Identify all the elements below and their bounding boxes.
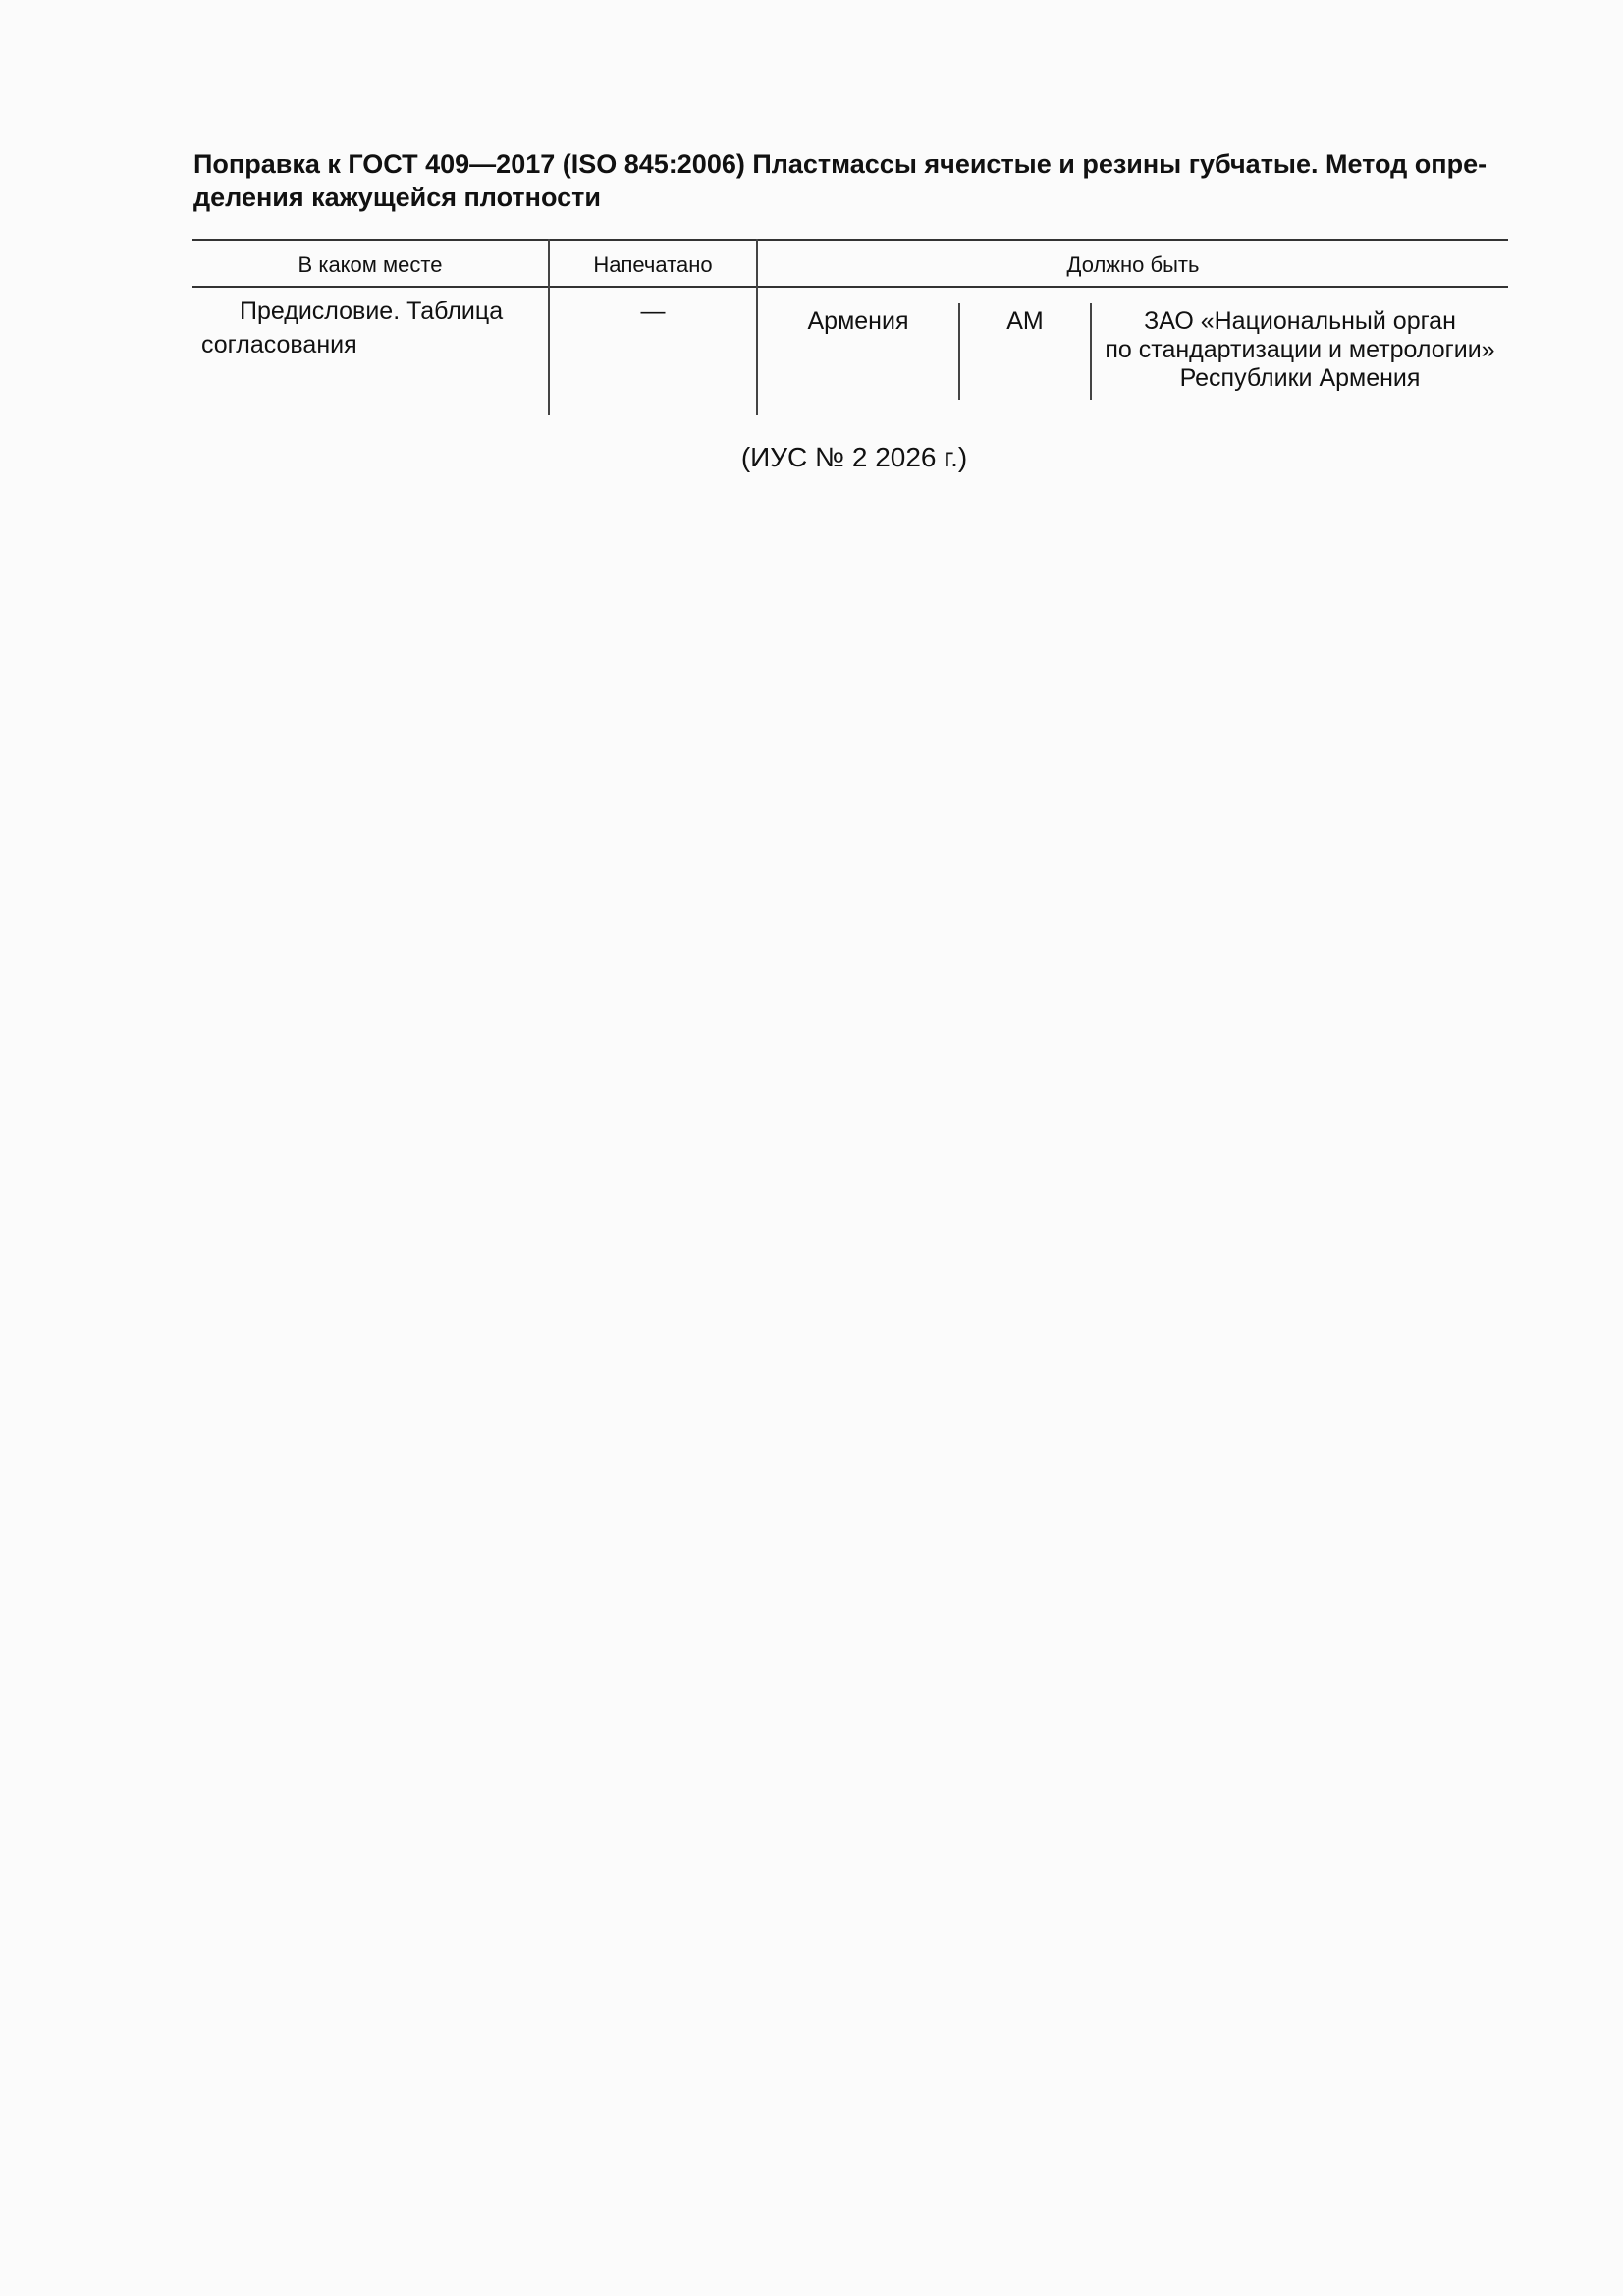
correction-table — [192, 239, 1508, 415]
header-where: В каком месте — [298, 252, 443, 277]
row-printed: — — [640, 298, 666, 325]
ius-reference: (ИУС № 2 2026 г.) — [740, 442, 968, 472]
row-where-line2: согласования — [201, 331, 357, 358]
document-title: Поправка к ГОСТ 409—2017 (ISO 845:2006) Пластмассы ячеистые и резины губчатые. Метод опре-деления кажущейся плотности — [193, 149, 1488, 212]
header-should-be: Должно быть — [1066, 252, 1200, 277]
header-printed: Напечатано — [593, 252, 713, 277]
row-where-line1: Предисловие. Таблица — [240, 298, 504, 325]
row-country-code: AM — [1006, 307, 1044, 335]
row-organization-line3: Республики Армения — [1179, 364, 1421, 392]
table-top-rule — [192, 239, 1508, 241]
row-organization-line1: ЗАО «Национальный орган — [1144, 307, 1456, 335]
row-organization-line2: по стандартизации и метрологии» — [1105, 336, 1495, 363]
header-bottom-rule — [192, 286, 1508, 288]
row-country: Армения — [807, 307, 909, 335]
